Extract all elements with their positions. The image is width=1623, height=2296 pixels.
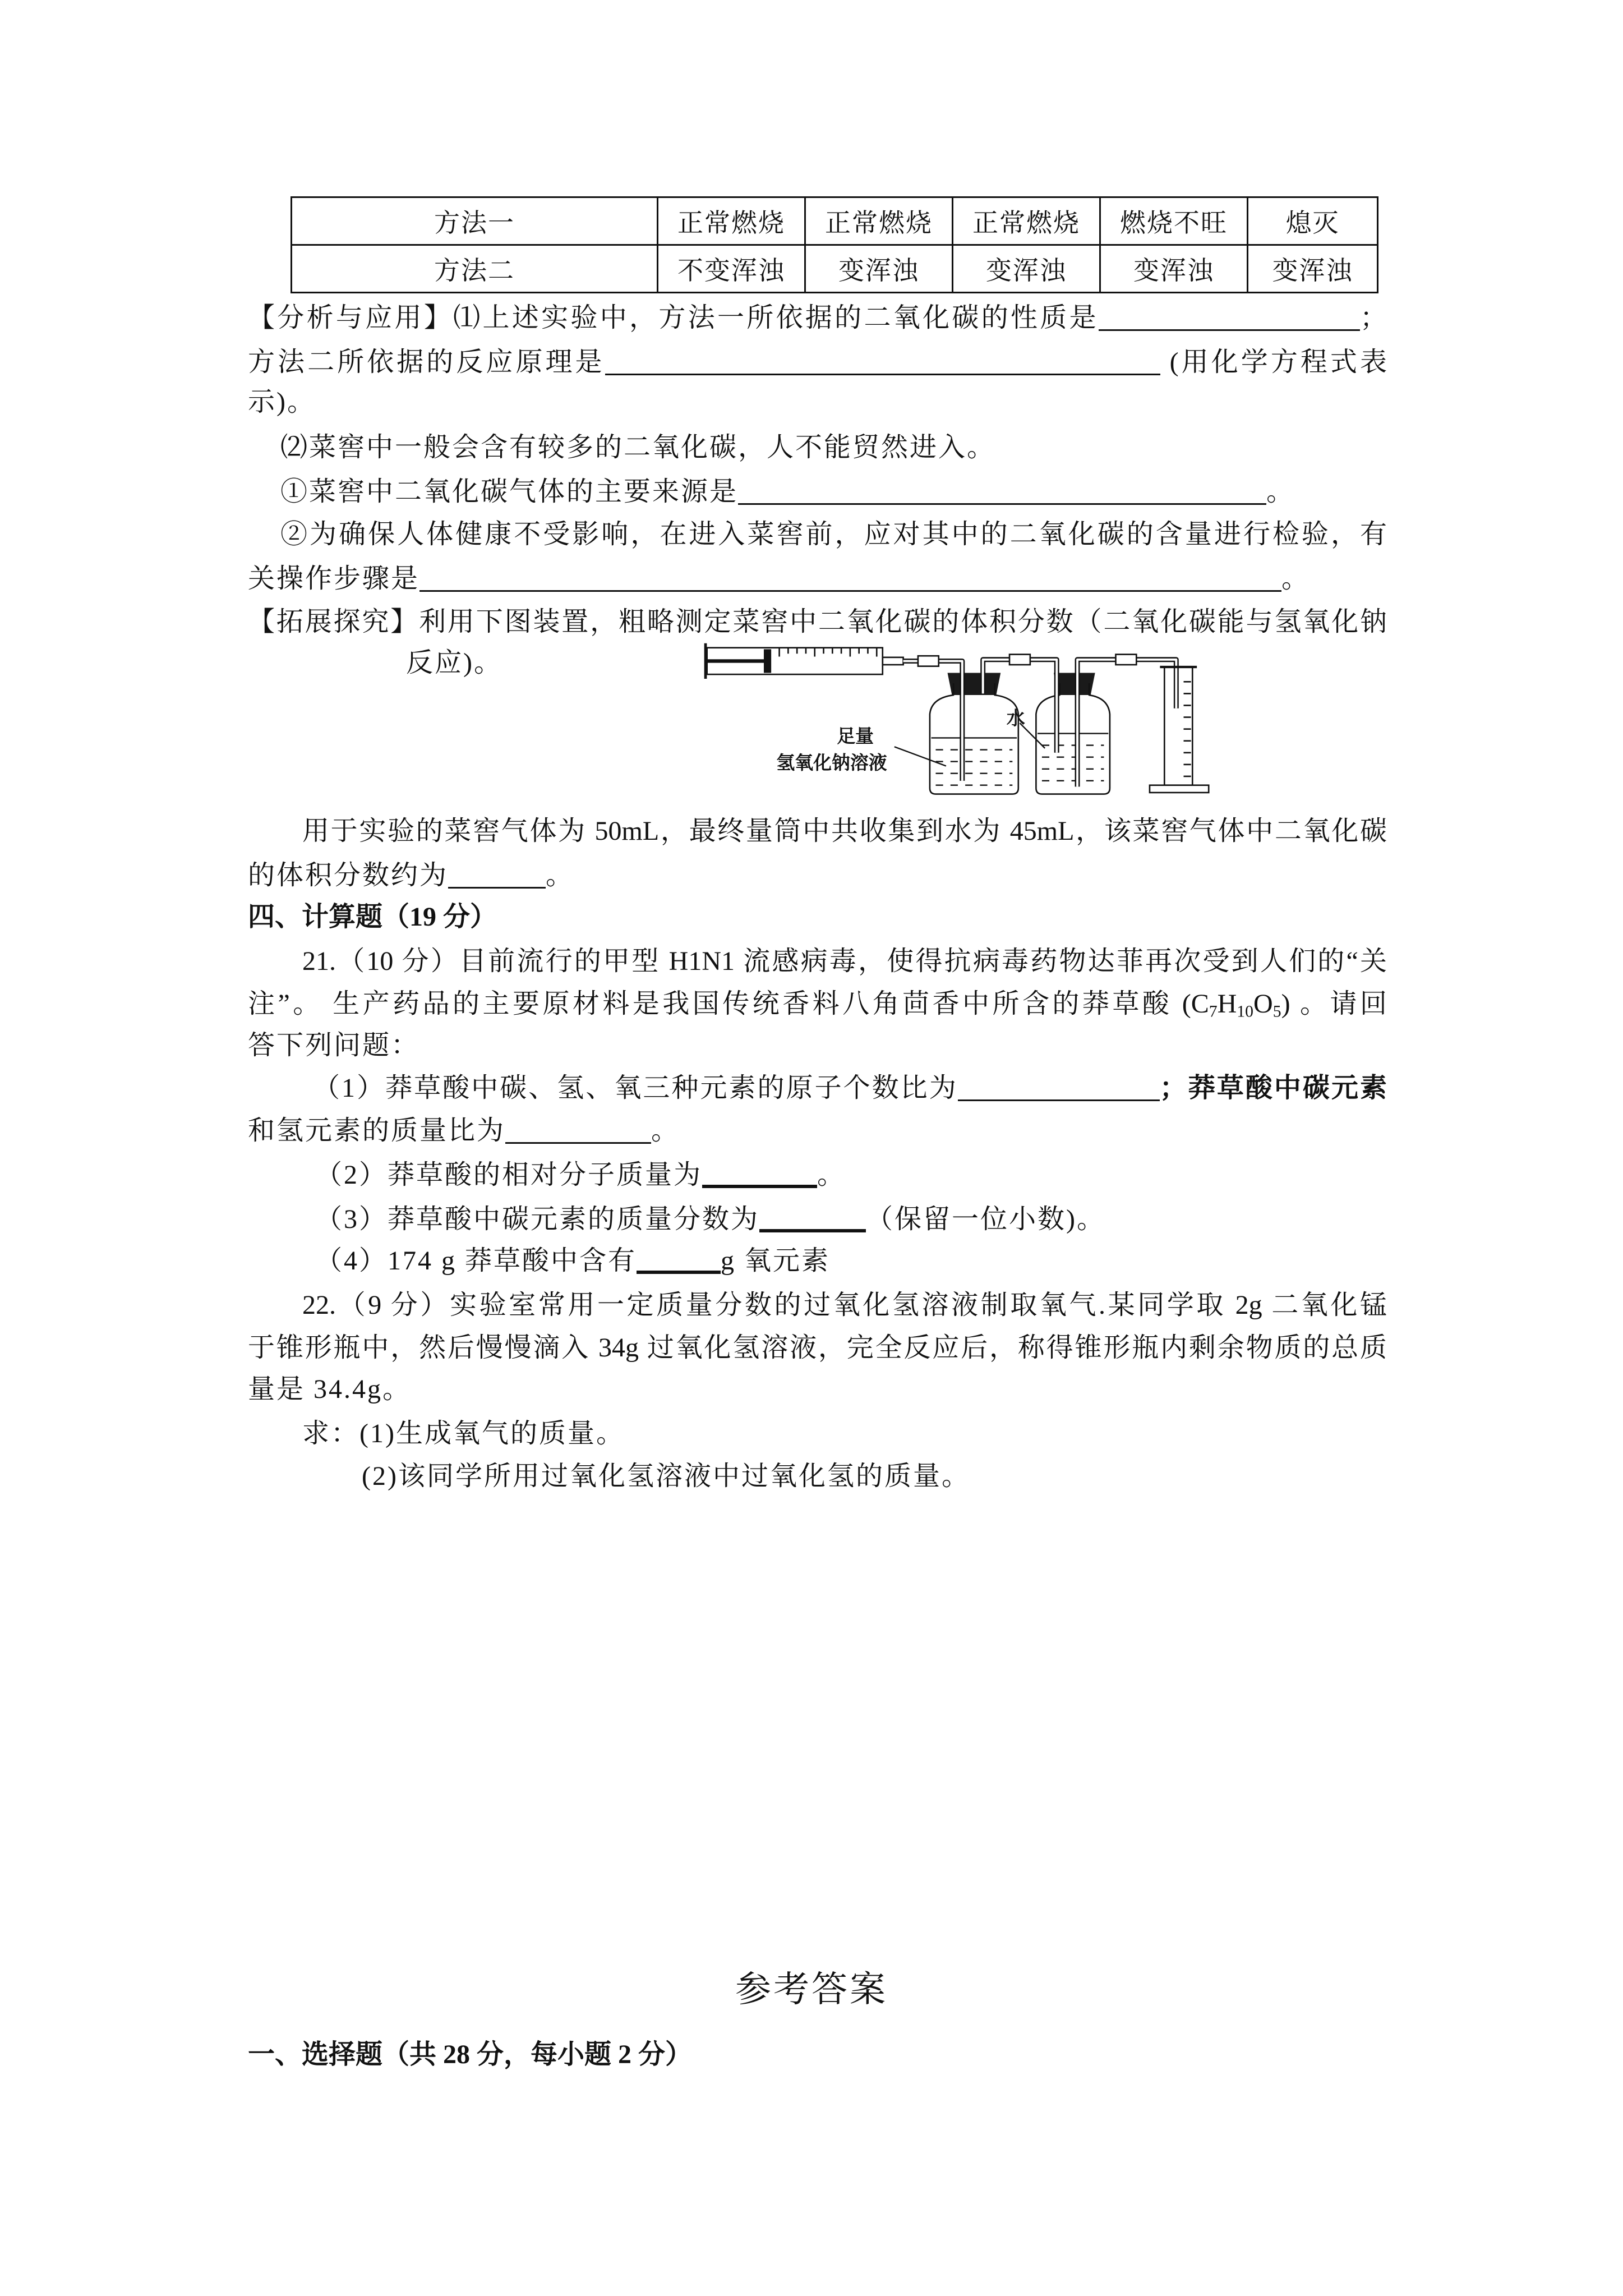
table-cell-result: 正常燃烧	[658, 197, 805, 245]
table-cell-result: 不变浑浊	[658, 245, 805, 293]
extension-line-continuation: 反应)。	[406, 648, 502, 678]
extension-result-text: 的体积分数约为	[248, 861, 449, 890]
experiment-results-table	[291, 196, 1378, 293]
answer-blank	[605, 351, 1160, 375]
apparatus-diagram	[694, 634, 1218, 804]
q22-line: 22.（9 分）实验室常用一定质量分数的过氧化氢溶液制取氧气.某同学取 2g 二氧化锰	[302, 1290, 1387, 1320]
analysis-q1-text: 【分析与应用】⑴上述实验中，方法一所依据的二氧化碳的性质是	[248, 303, 1099, 333]
answers-title: 参考答案	[735, 1970, 888, 2009]
q21-line: 21.（10 分）目前流行的甲型 H1N1 流感病毒，使得抗病毒药物达菲再次受到人们的“关	[302, 946, 1387, 976]
table-cell-result: 熄灭	[1248, 197, 1378, 245]
table-cell-result: 变浑浊	[1248, 245, 1378, 293]
answer-blank	[759, 1207, 866, 1232]
gas-washing-bottle-water	[1036, 683, 1110, 794]
analysis-q2-1-line	[280, 470, 1295, 513]
formula-element: C	[1191, 989, 1209, 1019]
extension-result-punct: 。	[546, 861, 575, 890]
water	[1038, 734, 1108, 781]
answer-blank	[419, 568, 1281, 592]
q21-part1-line	[313, 1066, 1387, 1110]
analysis-q2-1-punct: 。	[1266, 477, 1295, 507]
naoh-solution	[932, 738, 1017, 785]
answer-blank	[958, 1077, 1160, 1101]
formula-subscript: 7	[1209, 1002, 1218, 1021]
q21-part1-text: 和氢元素的质量比为	[248, 1116, 506, 1145]
label-naoh-solution: 氢氧化钠溶液	[776, 751, 887, 774]
analysis-q2-intro: ⑵菜窖中一般会含有较多的二氧化碳，人不能贸然进入。	[280, 432, 996, 462]
analysis-q1b-text: 方法二所依据的反应原理是	[248, 347, 605, 377]
q21-part4-text: （4）174 g 莽草酸中含有	[315, 1246, 637, 1276]
answer-blank	[448, 864, 546, 889]
analysis-q1-line	[248, 296, 1387, 339]
formula-subscript: 5	[1272, 1002, 1281, 1021]
gas-washing-bottle-naoh	[930, 683, 1018, 794]
q21-part3-line	[315, 1198, 1105, 1241]
table-cell-method: 方法二	[292, 245, 658, 293]
q21-part1-punct: 。	[651, 1116, 680, 1145]
table-row	[292, 245, 1378, 293]
graduated-cylinder	[1150, 667, 1209, 793]
q21-part4-line	[315, 1239, 830, 1282]
extension-result-line: 用于实验的菜窖气体为 50mL，最终量筒中共收集到水为 45mL，该菜窖气体中二氧化碳	[302, 816, 1387, 846]
q21-part1-text: （1）莽草酸中碳、氢、氧三种元素的原子个数比为	[313, 1073, 958, 1103]
q21-part1-continuation	[248, 1109, 680, 1152]
q22-line: 量是 34.4g。	[248, 1374, 412, 1404]
analysis-q2-2-line: ②为确保人体健康不受影响，在进入菜窖前，应对其中的二氧化碳的含量进行检验，有	[280, 519, 1387, 549]
syringe	[706, 643, 903, 679]
table-cell-result: 正常燃烧	[805, 197, 953, 245]
answer-blank	[738, 481, 1266, 505]
formula-element: H	[1217, 989, 1237, 1019]
analysis-q1-punct: ；	[1359, 303, 1387, 333]
table-cell-result: 变浑浊	[805, 245, 953, 293]
analysis-q2-1-text: ①菜窖中二氧化碳气体的主要来源是	[280, 477, 739, 507]
q22-ask: 求：(1)生成氧气的质量。	[302, 1419, 625, 1448]
table-cell-result: 变浑浊	[953, 245, 1100, 293]
glass-tubes	[903, 660, 1177, 787]
table-cell-method: 方法一	[292, 197, 658, 245]
q22-ask: (2)该同学所用过氧化氢溶液中过氧化氢的质量。	[362, 1461, 970, 1491]
analysis-q2-2-continuation	[248, 557, 1310, 600]
q21-part4-unit: g 氧元素	[721, 1246, 831, 1276]
extension-line: 【拓展探究】利用下图装置，粗略测定菜窖中二氧化碳的体积分数（二氧化碳能与氢氧化钠	[248, 607, 1387, 637]
extension-result-question	[248, 854, 574, 897]
table-cell-result: 燃烧不旺	[1100, 197, 1248, 245]
analysis-q1b-line	[248, 341, 1387, 384]
chemical-formula	[1191, 989, 1281, 1019]
q21-part3-note: （保留一位小数)。	[866, 1204, 1106, 1234]
answers-section-heading: 一、选择题（共 28 分，每小题 2 分）	[248, 2040, 693, 2069]
analysis-q1b-continuation: 示)。	[248, 387, 316, 417]
q21-line: 答下列问题：	[248, 1030, 420, 1060]
q21-text: 注”。 生产药品的主要原材料是我国传统香料八角茴香中所含的莽草酸 (	[248, 989, 1191, 1019]
table-cell-result: 变浑浊	[1100, 245, 1248, 293]
analysis-q2-2-text: 关操作步骤是	[248, 564, 420, 593]
q21-part2-line	[315, 1153, 846, 1197]
answer-blank	[702, 1162, 817, 1188]
q21-part1-text: ；莽草酸中碳元素	[1159, 1073, 1387, 1103]
label-sufficient-amount: 足量	[837, 725, 874, 747]
q21-part3-text: （3）莽草酸中碳元素的质量分数为	[315, 1204, 760, 1234]
q22-line: 于锥形瓶中，然后慢慢滴入 34g 过氧化氢溶液，完全反应后，称得锥形瓶内剩余物质的总质	[248, 1333, 1387, 1363]
label-water: 水	[1006, 707, 1025, 729]
analysis-q2-2-punct: 。	[1281, 564, 1311, 593]
section-heading: 四、计算题（19 分）	[248, 902, 497, 932]
q21-line	[248, 982, 1387, 1025]
formula-element: O	[1253, 989, 1273, 1019]
table-row	[292, 197, 1378, 245]
table-cell-result: 正常燃烧	[953, 197, 1100, 245]
q21-part2-punct: 。	[817, 1160, 846, 1190]
answer-blank	[637, 1248, 721, 1274]
answer-blank	[505, 1120, 651, 1144]
formula-subscript: 10	[1237, 1002, 1254, 1021]
rubber-stopper	[948, 673, 1001, 696]
answer-blank	[1099, 307, 1360, 331]
q21-text: ) 。请回	[1281, 989, 1387, 1019]
q21-part2-text: （2）莽草酸的相对分子质量为	[315, 1160, 703, 1190]
analysis-q1b-note: (用化学方程式表	[1160, 347, 1387, 377]
